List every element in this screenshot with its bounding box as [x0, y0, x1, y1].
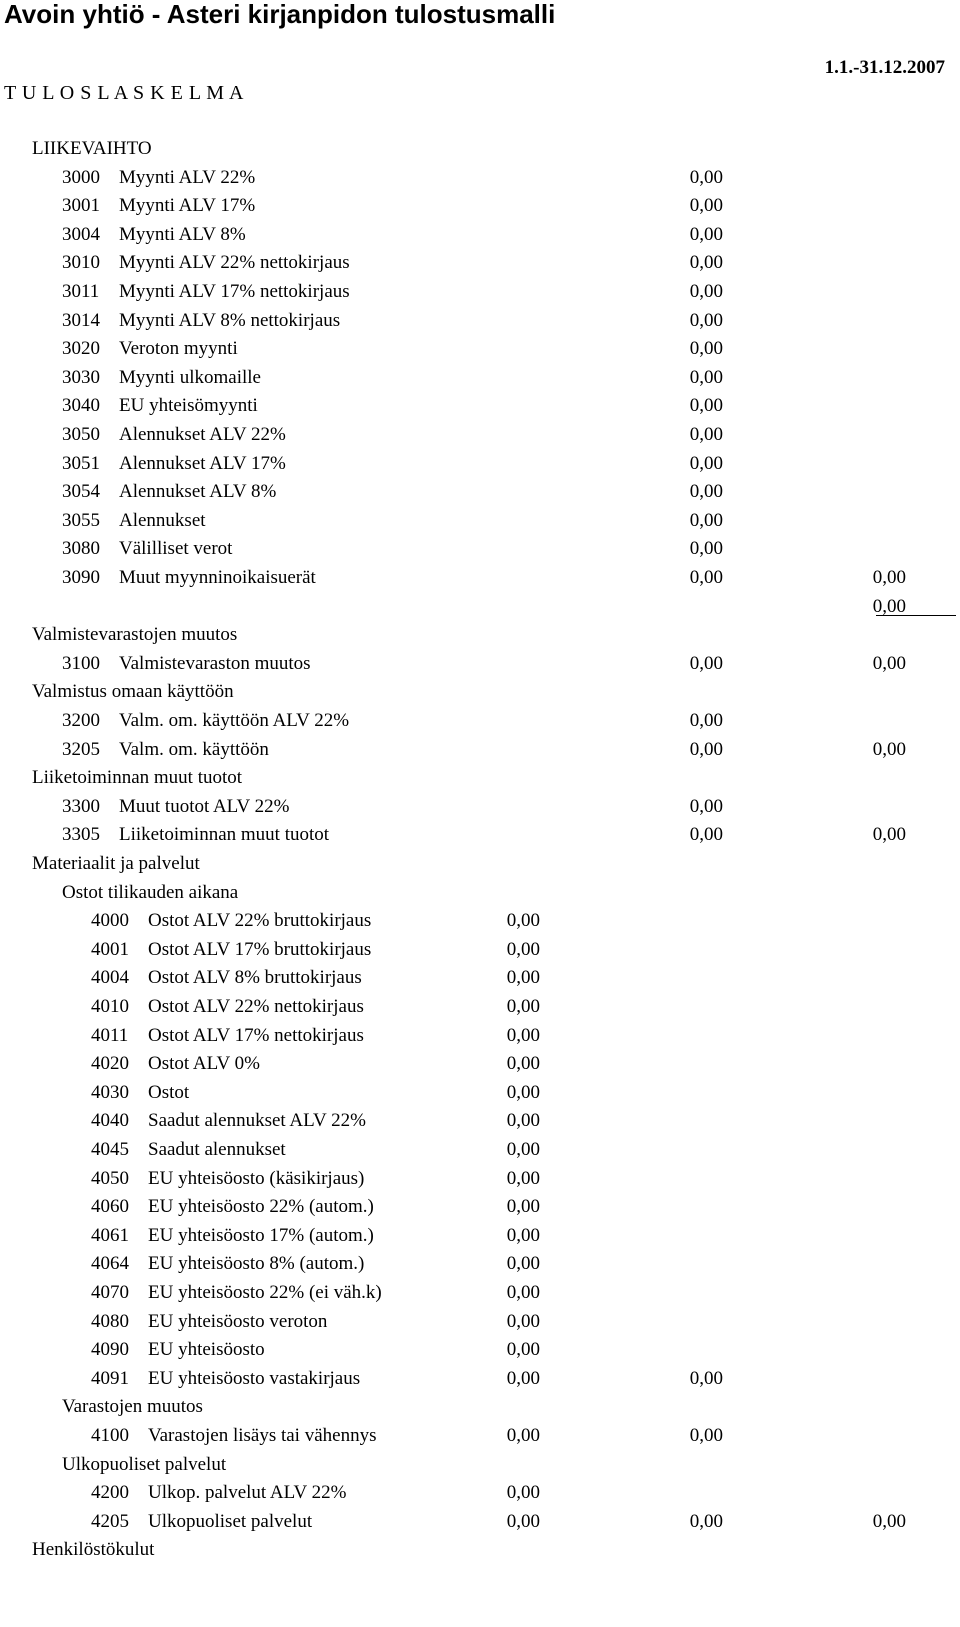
account-name: Muut tuotot ALV 22%: [119, 795, 290, 817]
account-code: 3051: [62, 452, 100, 474]
amount-column-2: 0,00: [689, 1510, 723, 1532]
group-heading: Valmistus omaan käyttöön: [32, 681, 234, 703]
account-name: EU yhteisömyynti: [119, 395, 258, 417]
account-code: 3050: [62, 424, 100, 445]
group-heading-row: [0, 134, 960, 163]
amount-column-1: 0,00: [506, 996, 540, 1017]
account-row: [0, 506, 960, 535]
account-name: Valm. om. käyttöön: [119, 738, 269, 760]
account-row: [0, 1221, 960, 1250]
account-row: [0, 306, 960, 335]
account-name: Alennukset ALV 8%: [119, 481, 277, 503]
account-row: [0, 1421, 960, 1450]
account-name: EU yhteisöosto (käsikirjaus): [148, 1167, 365, 1189]
account-name: Ostot ALV 8% bruttokirjaus: [148, 967, 362, 989]
account-name: Ulkop. palvelut ALV 22%: [148, 1482, 347, 1504]
amount-column-2: 0,00: [689, 395, 723, 417]
account-name: EU yhteisöosto 17% (autom.): [148, 1224, 374, 1246]
amount-column-1: 0,00: [506, 1425, 540, 1446]
amount-column-2: 0,00: [689, 309, 723, 331]
account-code: 3200: [62, 710, 100, 731]
amount-column-1: 0,00: [506, 1367, 540, 1389]
account-row: [0, 1478, 960, 1507]
group-heading: Liiketoiminnan muut tuotot: [32, 767, 243, 789]
group-heading: Valmistevarastojen muutos: [32, 624, 238, 646]
amount-column-3: 0,00: [872, 738, 906, 760]
amount-column-2: 0,00: [689, 567, 723, 588]
amount-column-2: 0,00: [689, 252, 723, 274]
amount-column-3: 0,00: [872, 1510, 906, 1532]
account-code: 4030: [91, 1081, 129, 1103]
account-row: [0, 420, 960, 449]
account-name: Ostot ALV 22% bruttokirjaus: [148, 910, 372, 932]
account-name: Alennukset ALV 17%: [119, 452, 286, 474]
group-heading: Ulkopuoliset palvelut: [62, 1453, 227, 1475]
account-code: 3300: [62, 795, 100, 817]
amount-column-2: 0,00: [689, 795, 723, 817]
account-code: 3040: [62, 395, 100, 417]
account-row: [0, 1135, 960, 1164]
account-row: [0, 820, 960, 849]
amount-column-1: 0,00: [506, 1253, 540, 1275]
amount-column-1: 0,00: [506, 1053, 540, 1075]
account-name: Ostot: [148, 1081, 190, 1103]
account-code: 3090: [62, 567, 100, 588]
group-heading-row: [0, 1450, 960, 1479]
account-row: [0, 792, 960, 821]
account-code: 3055: [62, 509, 100, 531]
account-code: 3011: [62, 281, 100, 302]
amount-column-2: 0,00: [689, 1367, 723, 1389]
account-name: EU yhteisöosto 22% (ei väh.k): [148, 1282, 382, 1303]
account-name: Alennukset ALV 22%: [119, 424, 286, 445]
amount-column-2: 0,00: [689, 195, 723, 217]
account-code: 4004: [91, 967, 129, 989]
group-heading-row: [0, 763, 960, 792]
account-code: 4050: [91, 1167, 129, 1189]
account-name: Liiketoiminnan muut tuotot: [119, 824, 330, 846]
amount-column-2: 0,00: [689, 738, 723, 760]
amount-column-2: 0,00: [689, 281, 723, 302]
account-code: 4091: [91, 1367, 129, 1389]
account-name: Ostot ALV 0%: [148, 1053, 260, 1075]
account-row: [0, 1106, 960, 1135]
amount-column-2: 0,00: [689, 710, 723, 731]
account-row: [0, 706, 960, 735]
group-heading: Varastojen muutos: [62, 1396, 203, 1418]
amount-column-3: 0,00: [872, 824, 906, 846]
group-heading: Ostot tilikauden aikana: [62, 881, 239, 903]
account-code: 3020: [62, 338, 100, 360]
account-row: [0, 1192, 960, 1221]
account-name: Saadut alennukset: [148, 1139, 286, 1160]
amount-column-2: 0,00: [689, 481, 723, 503]
account-code: 3004: [62, 223, 100, 245]
account-name: Valmistevaraston muutos: [119, 652, 311, 674]
amount-column-1: 0,00: [506, 1510, 540, 1532]
account-code: 4064: [91, 1253, 129, 1275]
account-row: [0, 1249, 960, 1278]
account-row: [0, 649, 960, 678]
account-name: Myynti ALV 22%: [119, 166, 256, 188]
account-row: [0, 449, 960, 478]
account-row: [0, 1307, 960, 1336]
account-name: EU yhteisöosto 8% (autom.): [148, 1253, 365, 1275]
account-row: [0, 1335, 960, 1364]
account-code: 4090: [91, 1339, 129, 1361]
account-row: [0, 1164, 960, 1193]
amount-column-2: 0,00: [689, 452, 723, 474]
account-row: [0, 391, 960, 420]
account-row: [0, 563, 960, 592]
report-heading: T U L O S L A S K E L M A: [4, 82, 244, 104]
account-name: EU yhteisöosto: [148, 1339, 265, 1361]
account-name: Myynti ALV 17%: [119, 195, 256, 217]
account-name: Veroton myynti: [119, 338, 238, 360]
account-code: 3100: [62, 652, 100, 674]
amount-column-2: 0,00: [689, 1425, 723, 1446]
account-name: Ostot ALV 17% nettokirjaus: [148, 1024, 364, 1046]
amount-column-1: 0,00: [506, 1339, 540, 1361]
amount-column-1: 0,00: [506, 938, 540, 960]
amount-column-1: 0,00: [506, 1310, 540, 1332]
amount-column-2: 0,00: [689, 824, 723, 846]
amount-column-1: 0,00: [506, 1024, 540, 1046]
account-code: 3030: [62, 366, 100, 388]
account-row: [0, 534, 960, 563]
amount-column-1: 0,00: [506, 1224, 540, 1246]
account-name: Ostot ALV 22% nettokirjaus: [148, 996, 364, 1017]
account-code: 4080: [91, 1310, 129, 1332]
amount-column-1: 0,00: [506, 1196, 540, 1218]
account-code: 4045: [91, 1139, 129, 1160]
account-row: [0, 1021, 960, 1050]
account-row: [0, 735, 960, 764]
account-code: 4020: [91, 1053, 129, 1075]
amount-column-1: 0,00: [506, 1110, 540, 1132]
account-code: 3014: [62, 309, 100, 331]
subtotal-row: [0, 592, 960, 621]
account-code: 4000: [91, 910, 129, 932]
account-name: Saadut alennukset ALV 22%: [148, 1110, 366, 1132]
subtotal-rule: [876, 615, 956, 616]
account-name: Varastojen lisäys tai vähennys: [148, 1425, 377, 1446]
account-row: [0, 277, 960, 306]
account-row: [0, 1278, 960, 1307]
account-name: Myynti ulkomaille: [119, 366, 261, 388]
amount-column-1: 0,00: [506, 1482, 540, 1504]
amount-column-1: 0,00: [506, 1081, 540, 1103]
account-name: EU yhteisöosto 22% (autom.): [148, 1196, 374, 1218]
account-code: 4010: [91, 996, 129, 1017]
amount-column-2: 0,00: [689, 509, 723, 531]
amount-column-2: 0,00: [689, 366, 723, 388]
account-code: 4100: [91, 1425, 129, 1446]
account-name: Ulkopuoliset palvelut: [148, 1510, 313, 1532]
group-heading-row: [0, 878, 960, 907]
account-name: Myynti ALV 8% nettokirjaus: [119, 309, 341, 331]
account-code: 4040: [91, 1110, 129, 1132]
group-heading-row: [0, 849, 960, 878]
account-code: 4200: [91, 1482, 129, 1504]
account-code: 3054: [62, 481, 100, 503]
account-code: 4205: [91, 1510, 129, 1532]
account-row: [0, 363, 960, 392]
group-heading-row: [0, 1535, 960, 1564]
amount-column-2: 0,00: [689, 652, 723, 674]
amount-column-1: 0,00: [506, 910, 540, 932]
account-name: Myynti ALV 8%: [119, 223, 246, 245]
account-name: Valm. om. käyttöön ALV 22%: [119, 710, 350, 731]
account-row: [0, 992, 960, 1021]
document-title: Avoin yhtiö - Asteri kirjanpidon tulostusmalli: [4, 0, 556, 29]
amount-column-2: 0,00: [689, 166, 723, 188]
amount-column-3: 0,00: [872, 567, 906, 588]
account-row: [0, 963, 960, 992]
account-name: Myynti ALV 22% nettokirjaus: [119, 252, 350, 274]
account-code: 3010: [62, 252, 100, 274]
account-code: 3001: [62, 195, 100, 217]
account-row: [0, 906, 960, 935]
account-row: [0, 1507, 960, 1536]
account-name: EU yhteisöosto veroton: [148, 1310, 328, 1332]
amount-column-2: 0,00: [689, 538, 723, 560]
account-code: 3000: [62, 166, 100, 188]
account-code: 4061: [91, 1224, 129, 1246]
amount-column-2: 0,00: [689, 223, 723, 245]
report-period: 1.1.-31.12.2007: [824, 57, 945, 78]
amount-column-1: 0,00: [506, 1282, 540, 1303]
account-code: 4001: [91, 938, 129, 960]
account-name: Myynti ALV 17% nettokirjaus: [119, 281, 350, 302]
amount-column-1: 0,00: [506, 1167, 540, 1189]
account-name: Ostot ALV 17% bruttokirjaus: [148, 938, 372, 960]
account-code: 3305: [62, 824, 100, 846]
account-name: Välilliset verot: [119, 538, 233, 560]
account-row: [0, 248, 960, 277]
account-name: Muut myynninoikaisuerät: [119, 567, 316, 588]
account-code: 4070: [91, 1282, 129, 1303]
amount-column-2: 0,00: [689, 338, 723, 360]
account-row: [0, 477, 960, 506]
amount-column-3: 0,00: [872, 652, 906, 674]
account-code: 3080: [62, 538, 100, 560]
account-code: 4060: [91, 1196, 129, 1218]
account-row: [0, 1049, 960, 1078]
group-heading: Materiaalit ja palvelut: [32, 853, 200, 874]
account-row: [0, 163, 960, 192]
account-row: [0, 191, 960, 220]
account-code: 4011: [91, 1024, 129, 1046]
group-heading-row: [0, 677, 960, 706]
account-row: [0, 1364, 960, 1393]
account-row: [0, 220, 960, 249]
account-name: Alennukset: [119, 509, 206, 531]
group-heading: LIIKEVAIHTO: [32, 138, 152, 159]
group-heading: Henkilöstökulut: [32, 1539, 155, 1561]
account-row: [0, 1078, 960, 1107]
account-row: [0, 334, 960, 363]
group-heading-row: [0, 1392, 960, 1421]
amount-column-1: 0,00: [506, 1139, 540, 1160]
account-name: EU yhteisöosto vastakirjaus: [148, 1367, 361, 1389]
account-code: 3205: [62, 738, 100, 760]
amount-column-2: 0,00: [689, 424, 723, 445]
group-heading-row: [0, 620, 960, 649]
amount-column-1: 0,00: [506, 967, 540, 989]
account-row: [0, 935, 960, 964]
amount-column-3: 0,00: [872, 595, 906, 617]
